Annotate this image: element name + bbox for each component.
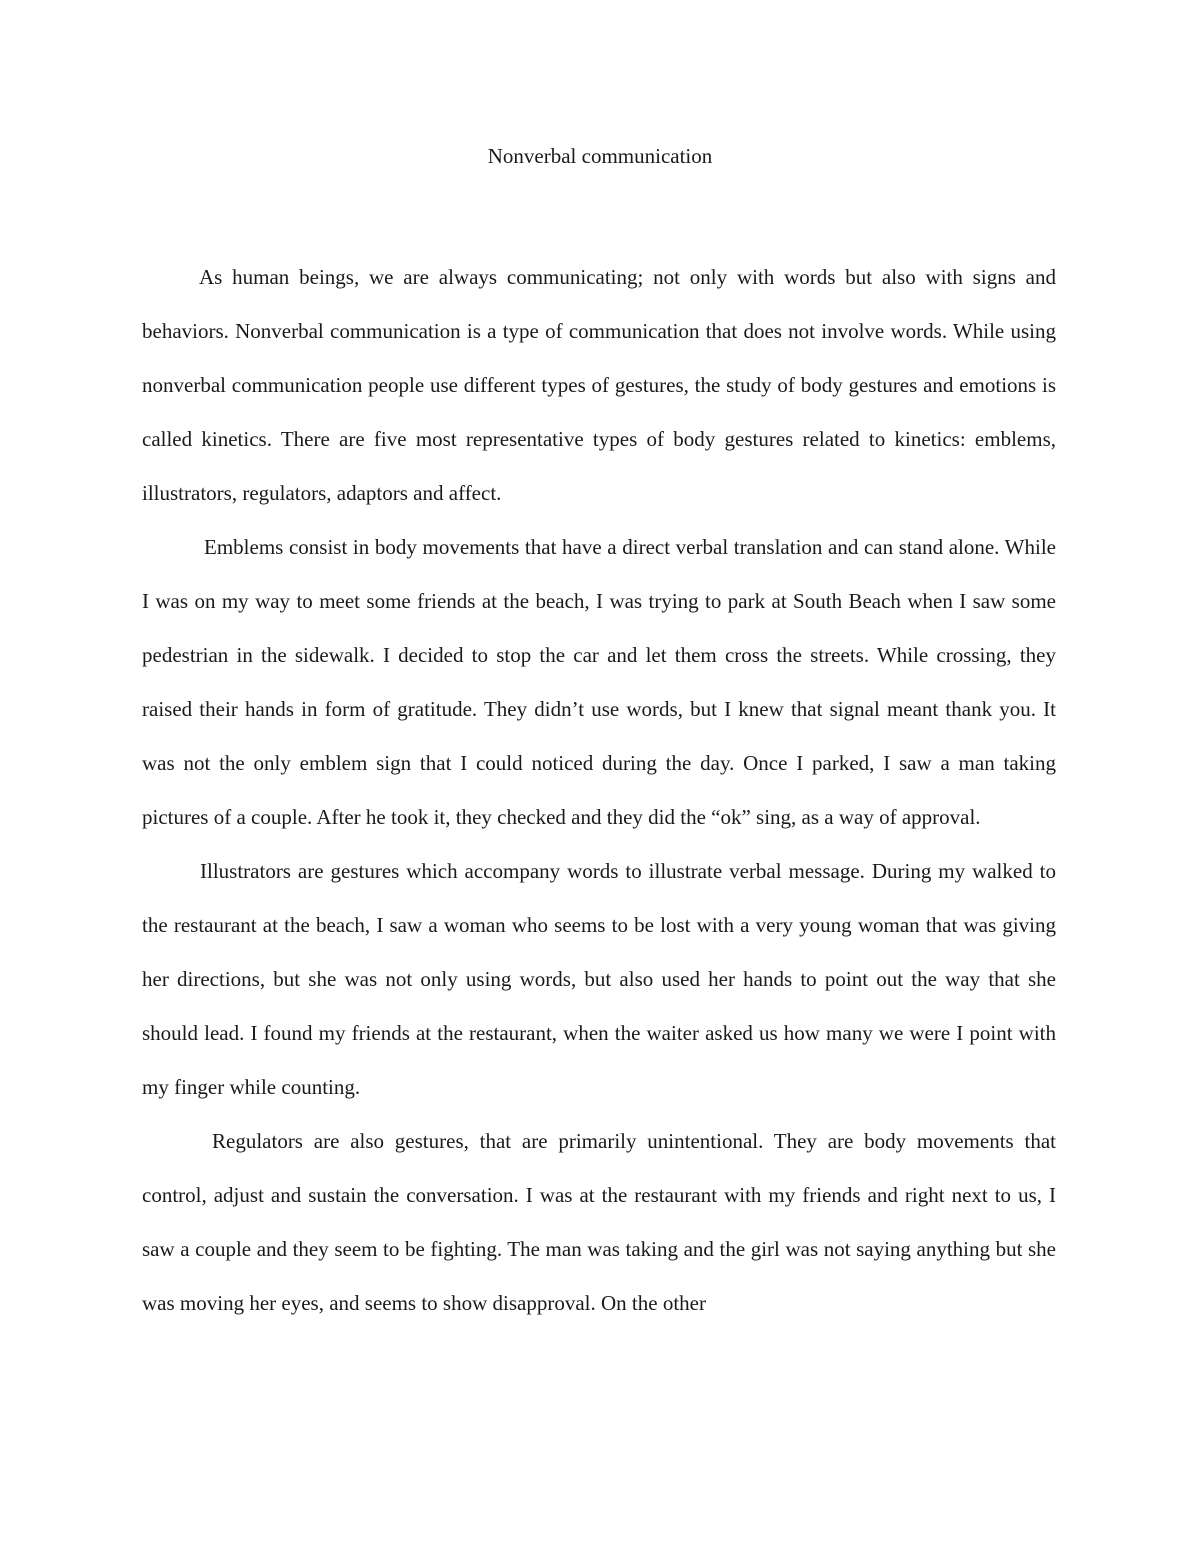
document-body [142,250,1056,1330]
paragraph-illustrators: Illustrators are gestures which accompany words to illustrate verbal message. During my walked to the restaurant at the beach, I saw a woman who seems to be lost with a very young woman that was giving her directions, but she was not only using words, but also used her hands to point out the way that she should lead. I found my friends at the restaurant, when the waiter asked us how many we were I point with my finger while counting. [142,859,1056,1099]
document-title: Nonverbal communication [487,144,713,168]
paragraph-emblems: Emblems consist in body movements that have a direct verbal translation and can stand alone. While I was on my way to meet some friends at the beach, I was trying to park at South Beach when I saw some pedestrian in the sidewalk. I decided to stop the car and let them cross the streets. While crossing, they raised their hands in form of gratitude. They didn’t use words, but I knew that signal meant thank you. It was not the only emblem sign that I could noticed during the day. Once I parked, I saw a man taking pictures of a couple. After he took it, they checked and they did the “ok” sing, as a way of approval. [142,535,1056,829]
paragraph-regulators: Regulators are also gestures, that are primarily unintentional. They are body movements that control, adjust and sustain the conversation. I was at the restaurant with my friends and right next to us, I saw a couple and they seem to be fighting. The man was taking and the girl was not saying anything but she was moving her eyes, and seems to show disapproval. On the other [142,1129,1056,1315]
paragraph-introduction: As human beings, we are always communicating; not only with words but also with signs and behaviors. Nonverbal communication is a type of communication that does not involve words. While using nonverbal communication people use different types of gestures, the study of body gestures and emotions is called kinetics. There are five most representative types of body gestures related to kinetics: emblems, illustrators, regulators, adaptors and affect. [142,265,1056,505]
